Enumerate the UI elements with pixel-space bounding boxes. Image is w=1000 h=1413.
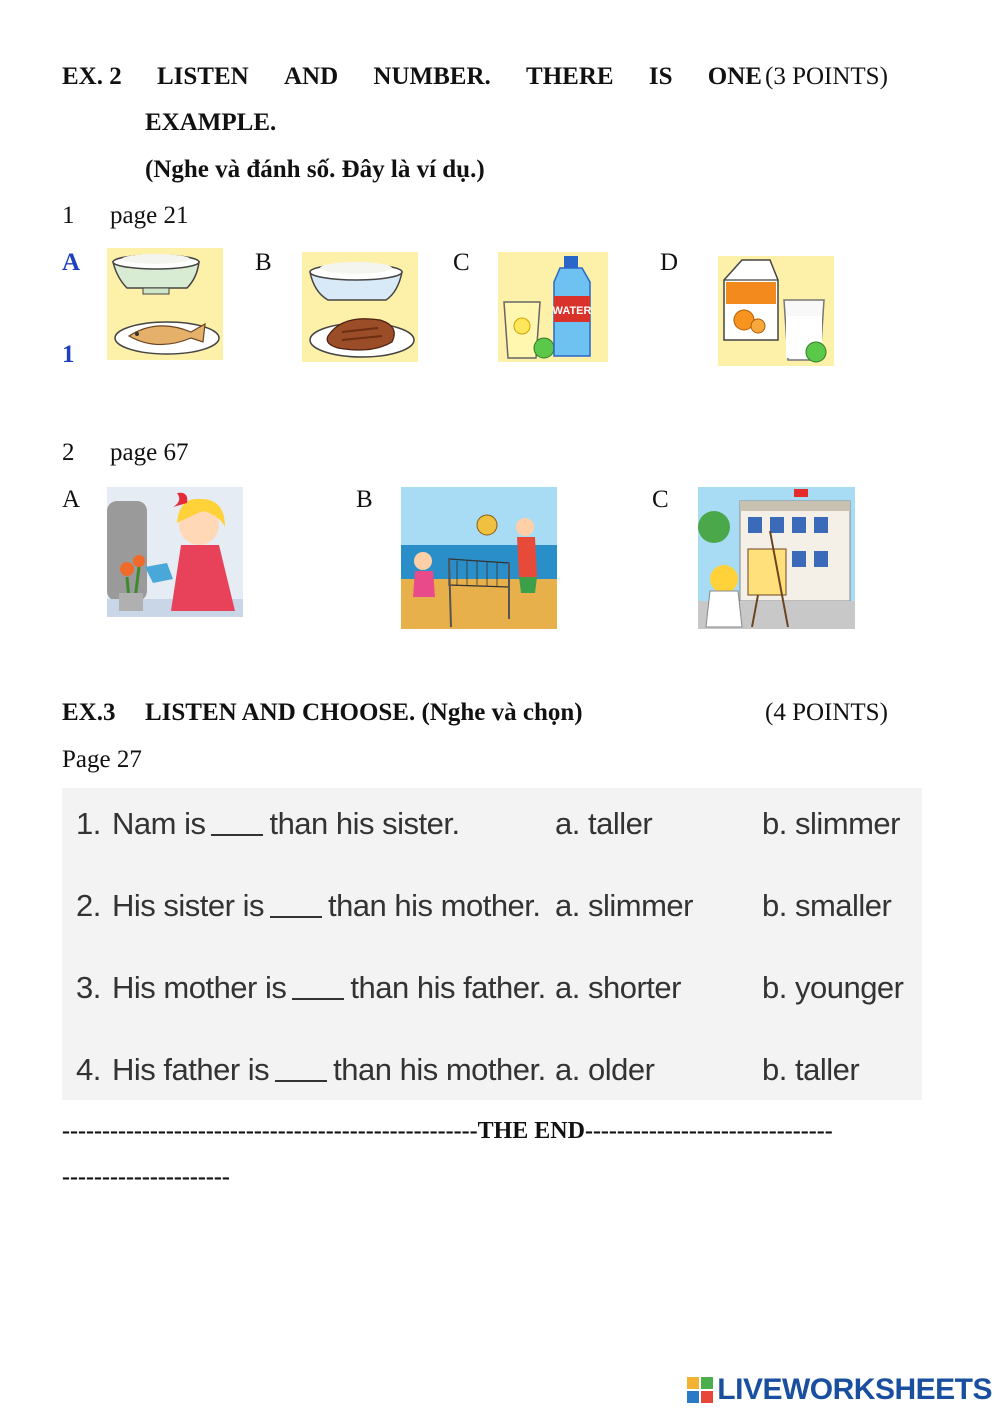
ex3-question-row <box>62 958 922 1018</box>
liveworksheets-icon <box>687 1377 713 1403</box>
rice-and-steak-picture <box>302 252 418 362</box>
question-sentence <box>112 970 546 1006</box>
answer-blank[interactable] <box>275 1052 327 1082</box>
question-sentence <box>112 1052 546 1088</box>
sentence-end: than his mother. <box>327 888 541 923</box>
ex3-question-table <box>62 788 922 1100</box>
ex2-points: (3 POINTS) <box>765 63 888 90</box>
ex3-question-row <box>62 1040 922 1100</box>
answer-blank[interactable] <box>211 806 263 836</box>
q1-example-answer[interactable]: 1 <box>62 341 75 368</box>
option-a[interactable]: a. taller <box>555 806 653 841</box>
option-b[interactable]: b. taller <box>762 1052 860 1087</box>
q1-option-label-b: B <box>255 249 272 276</box>
q1-number: 1 <box>62 202 75 229</box>
q2-number: 2 <box>62 439 75 466</box>
the-end-line: ----------------------------------------------------THE END------------------------------- <box>62 1118 833 1144</box>
sentence-start: His sister is <box>112 888 264 923</box>
ex2-subtitle: (Nghe và đánh số. Đây là ví dụ.) <box>145 156 485 183</box>
ex3-points: (4 POINTS) <box>765 699 888 726</box>
logo-text: LIVEWORKSHEETS <box>717 1373 992 1406</box>
q1-option-label-a: A <box>62 249 81 276</box>
q2-option-label-b: B <box>356 486 373 513</box>
ex2-title-word: AND <box>283 63 339 90</box>
question-sentence <box>112 888 541 924</box>
rice-and-fish-picture <box>107 248 223 360</box>
q2-option-label-c: C <box>652 486 669 513</box>
ex2-title-word: NUMBER. <box>373 63 491 90</box>
ex2-title-word: LISTEN <box>157 63 249 90</box>
ex2-title-word: IS <box>648 63 673 90</box>
option-b[interactable]: b. smaller <box>762 888 892 923</box>
q1-option-label-c: C <box>453 249 470 276</box>
option-a[interactable]: a. older <box>555 1052 655 1087</box>
option-b[interactable]: b. younger <box>762 970 904 1005</box>
question-sentence <box>112 806 460 842</box>
q2-page: page 67 <box>110 439 189 466</box>
ex2-title-line <box>62 62 762 92</box>
lemonade-and-water-picture <box>498 252 608 362</box>
orange-juice-and-milk-picture <box>718 256 834 366</box>
ex3-number: EX.3 <box>62 699 116 726</box>
sentence-end: than his sister. <box>269 806 460 841</box>
q1-page: page 21 <box>110 202 189 229</box>
option-b[interactable]: b. slimmer <box>762 806 900 841</box>
ex3-title: LISTEN AND CHOOSE. (Nghe và chọn) <box>145 699 583 726</box>
beach-volleyball-picture <box>401 487 557 629</box>
q2-option-label-a: A <box>62 486 81 513</box>
ex3-page: Page 27 <box>62 746 142 773</box>
sentence-end: than his mother. <box>333 1052 546 1087</box>
the-end-line-continued: --------------------- <box>62 1164 230 1190</box>
sentence-start: Nam is <box>112 806 206 841</box>
girl-painting-school-picture <box>698 487 855 629</box>
ex3-question-row <box>62 794 922 854</box>
svg-text:WATER: WATER <box>552 305 592 317</box>
sentence-start: His father is <box>112 1052 270 1087</box>
ex3-question-row <box>62 876 922 936</box>
question-number: 2. <box>76 888 101 923</box>
q1-option-label-d: D <box>660 249 679 276</box>
sentence-start: His mother is <box>112 970 287 1005</box>
answer-blank[interactable] <box>292 970 344 1000</box>
ex2-number: EX. 2 <box>62 63 122 90</box>
question-number: 4. <box>76 1052 101 1087</box>
ex2-title-line2: EXAMPLE. <box>145 109 277 136</box>
option-a[interactable]: a. slimmer <box>555 888 693 923</box>
question-number: 3. <box>76 970 101 1005</box>
girl-watering-flowers-picture <box>107 487 243 617</box>
liveworksheets-logo <box>687 1373 992 1407</box>
sentence-end: than his father. <box>350 970 546 1005</box>
option-a[interactable]: a. shorter <box>555 970 681 1005</box>
ex2-title-word: ONE <box>707 63 762 90</box>
answer-blank[interactable] <box>270 888 322 918</box>
question-number: 1. <box>76 806 101 841</box>
ex2-title-word: THERE <box>526 63 614 90</box>
